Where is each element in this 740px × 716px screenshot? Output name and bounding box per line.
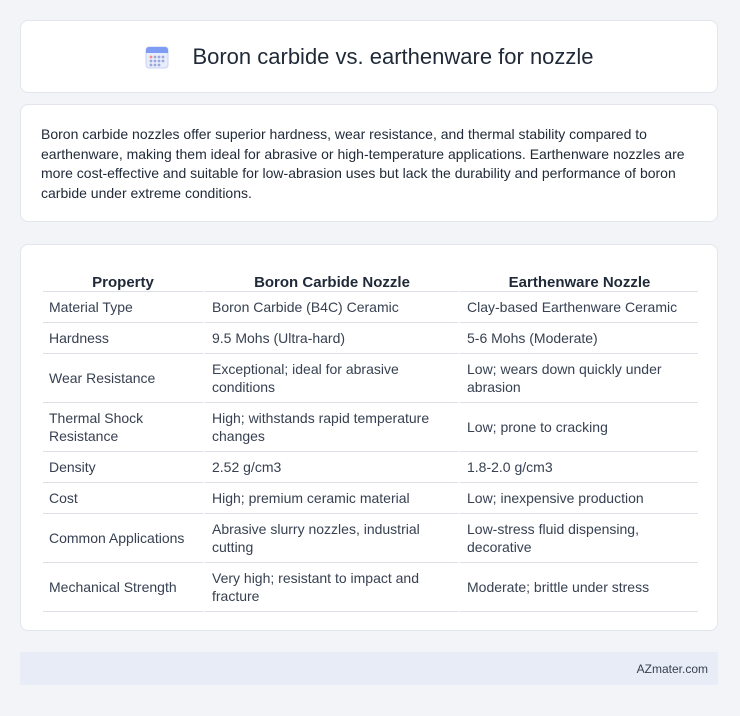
boron-carbide-cell: Very high; resistant to impact and fracture [203, 563, 458, 612]
property-cell: Hardness [43, 323, 203, 354]
earthenware-cell: Low; prone to cracking [458, 403, 698, 452]
intro-card [20, 104, 718, 222]
property-cell: Thermal Shock Resistance [43, 403, 203, 452]
boron-carbide-cell: Exceptional; ideal for abrasive conditions [203, 354, 458, 403]
calendar-icon [144, 44, 170, 70]
property-cell: Mechanical Strength [43, 563, 203, 612]
earthenware-cell: Low; inexpensive production [458, 483, 698, 514]
property-cell: Cost [43, 483, 203, 514]
property-cell: Common Applications [43, 514, 203, 563]
comparison-table [43, 265, 698, 612]
boron-carbide-cell: Abrasive slurry nozzles, industrial cutting [203, 514, 458, 563]
boron-carbide-cell: High; premium ceramic material [203, 483, 458, 514]
column-header-boron-carbide: Boron Carbide Nozzle [203, 265, 458, 292]
table-header-row [43, 265, 698, 292]
table-row [43, 403, 698, 452]
intro-paragraph: Boron carbide nozzles offer superior hardness, wear resistance, and thermal stability compared to earthenware, making them ideal for abrasive or high-temperature applications. Earthenware nozzles are more cost-effective and suitable for low-abrasion uses but lack the durability and performance of boron carbide under extreme conditions. [41, 126, 685, 201]
table-row [43, 563, 698, 612]
column-header-property: Property [43, 265, 203, 292]
column-header-earthenware: Earthenware Nozzle [458, 265, 698, 292]
property-cell: Density [43, 452, 203, 483]
property-cell: Wear Resistance [43, 354, 203, 403]
boron-carbide-cell: High; withstands rapid temperature changes [203, 403, 458, 452]
earthenware-cell: Low-stress fluid dispensing, decorative [458, 514, 698, 563]
page-title: Boron carbide vs. earthenware for nozzle [192, 43, 594, 69]
boron-carbide-cell: 9.5 Mohs (Ultra-hard) [203, 323, 458, 354]
earthenware-cell: Clay-based Earthenware Ceramic [458, 292, 698, 323]
property-cell: Material Type [43, 292, 203, 323]
table-row [43, 514, 698, 563]
footer [20, 652, 718, 685]
earthenware-cell: Moderate; brittle under stress [458, 563, 698, 612]
table-row [43, 452, 698, 483]
boron-carbide-cell: 2.52 g/cm3 [203, 452, 458, 483]
table-row [43, 483, 698, 514]
table-row [43, 292, 698, 323]
earthenware-cell: Low; wears down quickly under abrasion [458, 354, 698, 403]
boron-carbide-cell: Boron Carbide (B4C) Ceramic [203, 292, 458, 323]
earthenware-cell: 1.8-2.0 g/cm3 [458, 452, 698, 483]
comparison-table-card [20, 244, 718, 631]
footer-brand: AZmater.com [636, 661, 708, 676]
table-row [43, 323, 698, 354]
table-row [43, 354, 698, 403]
title-card [20, 20, 718, 93]
earthenware-cell: 5-6 Mohs (Moderate) [458, 323, 698, 354]
